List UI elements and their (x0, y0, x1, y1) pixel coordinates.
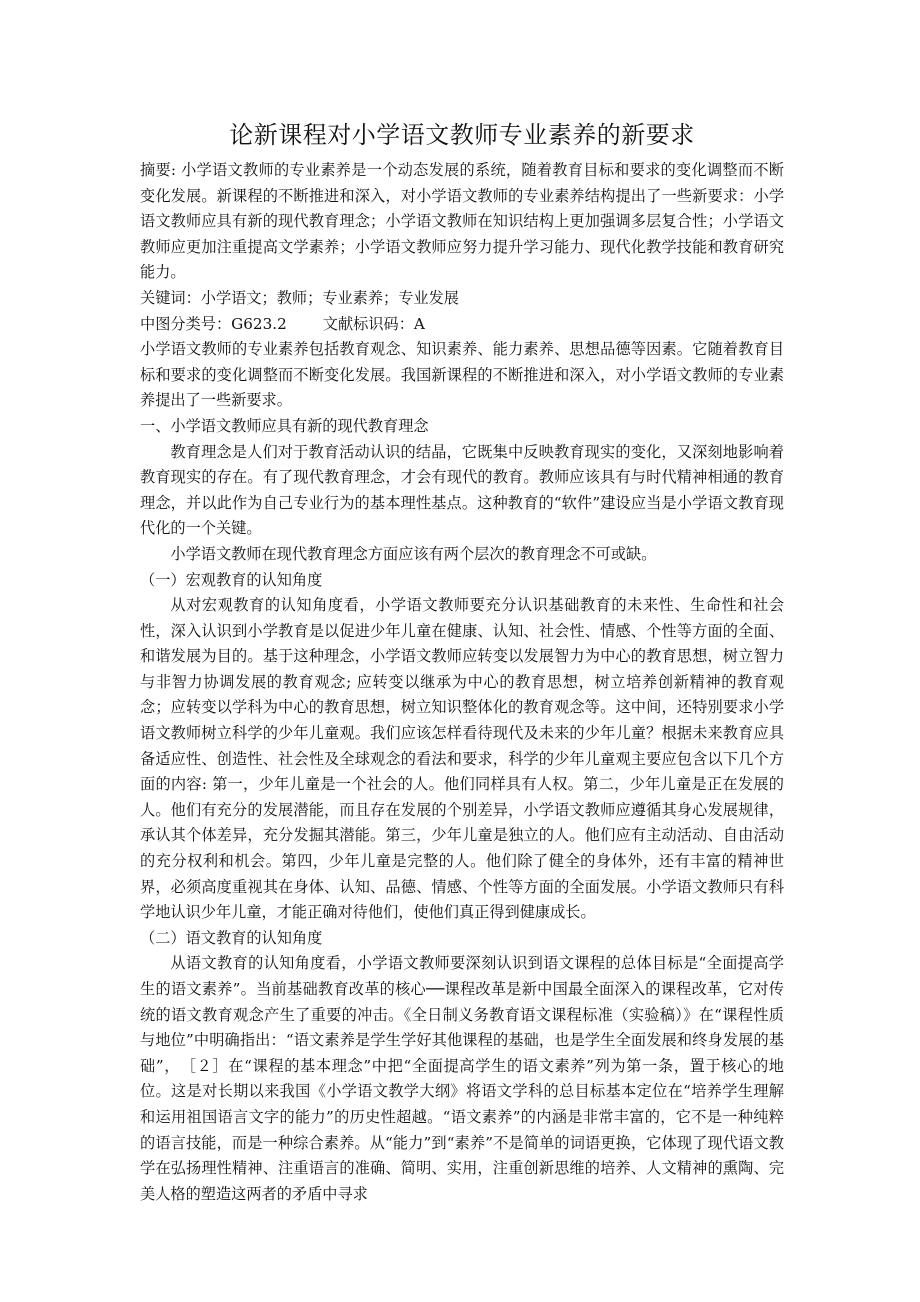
clc-number: 中图分类号：G623.2 (140, 314, 287, 333)
section1-paragraph-1: 教育理念是人们对于教育活动认识的结晶，它既集中反映教育现实的变化，又深刻地影响着教育现实的存在。有了现代教育理念，才会有现代的教育。教师应该具有与时代精神相通的教育理念，并以此作为自己专业行为的基本理性基点。这种教育的“软件”建设应当是小学语文教育现代化的一个关键。 (140, 442, 784, 538)
subsection1-paragraph: 从对宏观教育的认知角度看，小学语文教师要充分认识基础教育的未来性、生命性和社会性，深入认识到小学教育是以促进少年儿童在健康、认知、社会性、情感、个性等方面的全面、和谐发展为目的。基于这种理念，小学语文教师应转变以发展智力为中心的教育思想，树立智力与非智力协调发展的教育观念; 应转变以继承为中心的教育思想，树立培养创新精神的教育观念；应转变以学科为中心的教育思想，树立知识整体化的教育观念等。这中间，还特别要求小学语文教师树立科学的少年儿童观。我们应该怎样看待现代及未来的少年儿童？根据未来教育应具备适应性、创造性、社会性及全球观念的看法和要求，科学的少年儿童观主要应包含以下几个方面的内容: 第一，少年儿童是一个社会的人。他们同样具有人权。第二，少年儿童是正在发展的人。他们有充分的发展潜能，而且存在发展的个别差异，小学语文教师应遵循其身心发展规律，承认其个体差异，充分发掘其潜能。第三，少年儿童是独立的人。他们应有主动活动、自由活动的充分权利和机会。第四，少年儿童是完整的人。他们除了健全的身体外，还有丰富的精神世界，必须高度重视其在身体、认知、品德、情感、个性等方面的全面发展。小学语文教师只有科学地认识少年儿童，才能正确对待他们，使他们真正得到健康成长。 (140, 596, 784, 922)
document-page (140, 118, 784, 1207)
section1-paragraph-2: 小学语文教师在现代教育理念方面应该有两个层次的教育理念不可或缺。 (170, 544, 657, 563)
subsection-heading-1: （一）宏观教育的认知角度 (140, 570, 323, 589)
subsection2-paragraph: 从语文教育的认知角度看，小学语文教师要深刻认识到语文课程的总体目标是“全面提高学生的语文素养”。当前基础教育改革的核心──课程改革是新中国最全面深入的课程改革，它对传统的语文教育观念产生了重要的冲击。《全日制义务教育语文课程标准（实验稿）》在“课程性质与地位”中明确指出：“语文素养是学生学好其他课程的基础，也是学生全面发展和终身发展的基础”， ［２］在“课程的基本理念”中把“全面提高学生的语文素养”列为第一条，置于核心的地位。这是对长期以来我国《小学语文教学大纲》将语文学科的总目标基本定位在“培养学生理解和运用祖国语言文字的能力”的历史性超越。“语文素养”的内涵是非常丰富的，它不是一种纯粹的语言技能，而是一种综合素养。从“能力”到“素养”不是简单的词语更换，它体现了现代语文教学在弘扬理性精神、注重语言的准确、简明、实用，注重创新思维的培养、人文精神的熏陶、完美人格的塑造这两者的矛盾中寻求 (140, 954, 784, 1203)
document-title: 论新课程对小学语文教师专业素养的新要求 (229, 121, 695, 149)
keywords-line: 关键词：小学语文；教师；专业素养；专业发展 (140, 288, 459, 307)
intro-paragraph: 小学语文教师的专业素养包括教育观念、知识素养、能力素养、思想品德等因素。它随着教育目标和要求的变化调整而不断变化发展。我国新课程的不断推进和深入，对小学语文教师的专业素养提出了一些新要求。 (140, 340, 784, 410)
document-code: 文献标识码：A (322, 314, 425, 333)
abstract-paragraph: 摘要: 小学语文教师的专业素养是一个动态发展的系统，随着教育目标和要求的变化调整而不断变化发展。新课程的不断推进和深入，对小学语文教师的专业素养结构提出了一些新要求：小学语文教师应具有新的现代教育理念；小学语文教师在知识结构上更加强调多层复合性；小学语文教师应更加注重提高文学素养；小学语文教师应努力提升学习能力、现代化教学技能和教育研究能力。 (140, 161, 784, 282)
subsection-heading-2: （二）语文教育的认知角度 (140, 928, 323, 947)
section-heading-1: 一、小学语文教师应具有新的现代教育理念 (140, 416, 429, 435)
classification-line (140, 312, 784, 338)
